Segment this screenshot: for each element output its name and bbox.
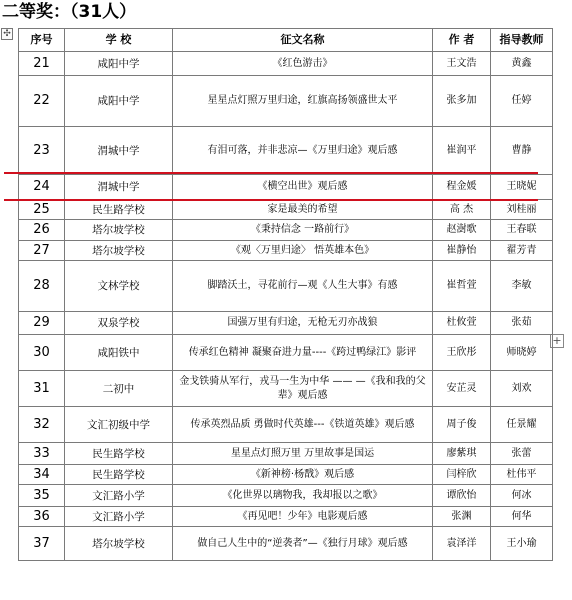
- cell-school: 咸阳铁中: [65, 335, 173, 371]
- cell-author: 崔哲萱: [433, 261, 491, 312]
- table-row: [19, 261, 553, 312]
- cell-author: 王文浩: [433, 52, 491, 76]
- highlight-line-top: [4, 172, 538, 174]
- cell-school: 渭城中学: [65, 175, 173, 200]
- table-row: [19, 465, 553, 485]
- cell-school: 渭城中学: [65, 127, 173, 175]
- highlight-line-bottom: [4, 199, 538, 201]
- table-row: [19, 220, 553, 241]
- cell-author: 赵澍歌: [433, 220, 491, 241]
- table-row: [19, 127, 553, 175]
- table-row: [19, 200, 553, 220]
- cell-teacher: 王小瑜: [491, 527, 553, 561]
- cell-teacher: 王春联: [491, 220, 553, 241]
- cell-teacher: 杜伟平: [491, 465, 553, 485]
- header-title: 征文名称: [173, 29, 433, 52]
- cell-title: 传承红色精神 凝聚奋进力量----《跨过鸭绿江》影评: [173, 335, 433, 371]
- cell-num: 31: [19, 371, 65, 407]
- cell-author: 袁泽洋: [433, 527, 491, 561]
- cell-school: 民生路学校: [65, 443, 173, 465]
- cell-title: 《红色游击》: [173, 52, 433, 76]
- cell-author: 张多加: [433, 76, 491, 127]
- cell-school: 双泉学校: [65, 312, 173, 335]
- cell-title: 脚踏沃土，寻花前行—观《人生大事》有感: [173, 261, 433, 312]
- cell-teacher: 刘桂丽: [491, 200, 553, 220]
- cell-title: 家是最美的希望: [173, 200, 433, 220]
- cell-num: 34: [19, 465, 65, 485]
- cell-school: 文林学校: [65, 261, 173, 312]
- cell-school: 咸阳中学: [65, 76, 173, 127]
- award-table: [18, 28, 553, 561]
- cell-teacher: 张蕾: [491, 443, 553, 465]
- table-row: [19, 527, 553, 561]
- table-row: [19, 507, 553, 527]
- cell-num: 29: [19, 312, 65, 335]
- cell-num: 24: [19, 175, 65, 200]
- header-teacher: 指导教师: [491, 29, 553, 52]
- table-row: [19, 443, 553, 465]
- cell-teacher: 黄鑫: [491, 52, 553, 76]
- table-row: [19, 485, 553, 507]
- cell-school: 塔尔坡学校: [65, 220, 173, 241]
- table-row: [19, 371, 553, 407]
- cell-num: 27: [19, 241, 65, 261]
- cell-title: 星星点灯照万里 万里故事是国运: [173, 443, 433, 465]
- cell-school: 二初中: [65, 371, 173, 407]
- cell-author: 张渊: [433, 507, 491, 527]
- cell-author: 安芷灵: [433, 371, 491, 407]
- cell-title: 《再见吧！少年》电影观后感: [173, 507, 433, 527]
- cell-title: 《化世界以璃物我，我却报以之歌》: [173, 485, 433, 507]
- cell-title: 金戈铁骑从军行，戎马一生为中华 —— —《我和我的父辈》观后感: [173, 371, 433, 407]
- cell-author: 高 杰: [433, 200, 491, 220]
- cell-num: 22: [19, 76, 65, 127]
- cell-author: 程金媛: [433, 175, 491, 200]
- table-row: [19, 241, 553, 261]
- header-school: 学 校: [65, 29, 173, 52]
- header-row: [19, 29, 553, 52]
- cell-author: 谭欣怡: [433, 485, 491, 507]
- cell-school: 塔尔坡学校: [65, 241, 173, 261]
- table-row: [19, 407, 553, 443]
- cell-teacher: 刘欢: [491, 371, 553, 407]
- cell-teacher: 任景耀: [491, 407, 553, 443]
- cell-school: 文汇路小学: [65, 485, 173, 507]
- cell-num: 23: [19, 127, 65, 175]
- page-heading: 二等奖：（31人）: [2, 2, 137, 22]
- table-row: [19, 312, 553, 335]
- cell-title: 国强万里有归途，无枪无刃亦战狼: [173, 312, 433, 335]
- cell-teacher: 曹静: [491, 127, 553, 175]
- table-row: [19, 52, 553, 76]
- cell-teacher: 李敏: [491, 261, 553, 312]
- table-move-handle-icon[interactable]: ✣: [1, 28, 13, 40]
- cell-num: 32: [19, 407, 65, 443]
- cell-school: 民生路学校: [65, 200, 173, 220]
- cell-author: 周子俊: [433, 407, 491, 443]
- cell-teacher: 王晓妮: [491, 175, 553, 200]
- cell-title: 做自己人生中的“逆袭者”—《独行月球》观后感: [173, 527, 433, 561]
- cell-title: 《秉持信念 一路前行》: [173, 220, 433, 241]
- cell-teacher: 任婷: [491, 76, 553, 127]
- cell-teacher: 何冰: [491, 485, 553, 507]
- cell-author: 崔润平: [433, 127, 491, 175]
- cell-num: 35: [19, 485, 65, 507]
- table-row: [19, 76, 553, 127]
- cell-school: 文汇路小学: [65, 507, 173, 527]
- cell-school: 塔尔坡学校: [65, 527, 173, 561]
- cell-school: 民生路学校: [65, 465, 173, 485]
- cell-school: 文汇初级中学: [65, 407, 173, 443]
- cell-teacher: 何华: [491, 507, 553, 527]
- add-column-icon[interactable]: +: [550, 334, 564, 348]
- cell-num: 33: [19, 443, 65, 465]
- cell-school: 咸阳中学: [65, 52, 173, 76]
- cell-teacher: 翟芳青: [491, 241, 553, 261]
- cell-title: 《观〈万里归途〉 悟英雄本色》: [173, 241, 433, 261]
- cell-title: 星星点灯照万里归途，红旗高扬领盛世太平: [173, 76, 433, 127]
- cell-num: 25: [19, 200, 65, 220]
- cell-title: 有泪可落，并非悲凉—《万里归途》观后感: [173, 127, 433, 175]
- cell-num: 26: [19, 220, 65, 241]
- table-row: [19, 335, 553, 371]
- cell-num: 28: [19, 261, 65, 312]
- cell-teacher: 师晓婷: [491, 335, 553, 371]
- cell-title: 传承英烈品质 勇做时代英雄---《铁道英雄》观后感: [173, 407, 433, 443]
- cell-author: 廖紫琪: [433, 443, 491, 465]
- cell-num: 36: [19, 507, 65, 527]
- cell-num: 21: [19, 52, 65, 76]
- cell-author: 崔静怡: [433, 241, 491, 261]
- header-author: 作 者: [433, 29, 491, 52]
- header-num: 序号: [19, 29, 65, 52]
- cell-author: 闫梓欣: [433, 465, 491, 485]
- cell-num: 30: [19, 335, 65, 371]
- cell-author: 杜攸萱: [433, 312, 491, 335]
- table-row: [19, 175, 553, 200]
- cell-title: 《新神榜·杨戬》观后感: [173, 465, 433, 485]
- cell-teacher: 张茹: [491, 312, 553, 335]
- cell-author: 王欣彤: [433, 335, 491, 371]
- cell-num: 37: [19, 527, 65, 561]
- cell-title: 《横空出世》观后感: [173, 175, 433, 200]
